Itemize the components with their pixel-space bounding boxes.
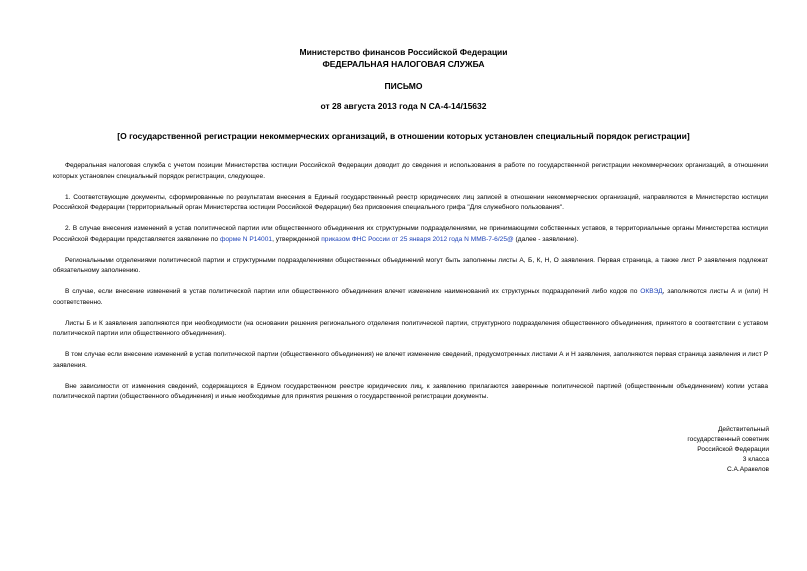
paragraph-2-text-b: , утвержденной (272, 235, 322, 243)
service-title: ФЕДЕРАЛЬНАЯ НАЛОГОВАЯ СЛУЖБА (322, 59, 485, 69)
document-subject: [О государственной регистрации некоммерческих организаций, в отношении которых установлен специальный порядок регистрации] (117, 131, 690, 141)
signature-name: С.А.Аракелов (726, 466, 769, 473)
paragraph-1: 1. Соответствующие документы, сформированные по результатам внесения в Единый государственный реестр юридических лиц записей в отношении некоммерческих организаций, направляются в Министерство юстиции Российской Федерации (территориальный орган Министерства юстиции Российской Федерации) без присвоения специального грифа "Для служебного пользования". (53, 193, 768, 211)
paragraph-attachments: Вне зависимости от изменения сведений, содержащихся в Едином государственном реестре юридических лиц, к заявлению прилагаются заверенные политической партией (общественным объединением) копии устава политической партии (общественного объединения) и иные необходимые для принятия решения о государственной регистрации документы. (53, 382, 768, 400)
ministry-title: Министерство финансов Российской Федерации (299, 47, 508, 57)
paragraph-okved (53, 287, 768, 308)
paragraph-2 (53, 224, 768, 245)
document-date-number: от 28 августа 2013 года N СА-4-14/15632 (320, 101, 487, 111)
signature-block (687, 425, 769, 475)
paragraph-2-text-c: (далее - заявление). (513, 235, 579, 243)
signature-line-2: государственный советник (687, 436, 769, 443)
paragraph-no-change: В том случае если внесение изменений в устав политической партии (общественного объединения) не влечет изменение сведений, предусмотренных листами А и Н заявления, заполняются первая страница заявления и лист Р заявления. (53, 351, 768, 369)
paragraph-2-text-a: 2. В случае внесения изменений в устав политической партии или общественного объединения их структурными подразделениями, не принимающими собственных уставов, в территориальные органы Министерства юстиции Российской Федерации представляется заявление по (53, 225, 768, 243)
signature-line-4: 3 класса (742, 456, 769, 463)
okved-link[interactable]: ОКВЭД (640, 288, 663, 295)
paragraph-sheets-bk: Листы Б и К заявления заполняются при необходимости (на основании решения регионального отделения политической партии, структурного подразделения общественного объединения, принятого в соответствии с уставом политической партии или общественного объединения). (53, 319, 768, 337)
paragraph-sheets: Региональными отделениями политической партии и структурными подразделениями общественных объединений могут быть заполнены листы А, Б, К, Н, О заявления. Первая страница, а также лист Р заявления подлежат обязательному заполнению. (53, 256, 768, 274)
document-type: ПИСЬМО (384, 81, 423, 91)
signature-line-3: Российской Федерации (697, 446, 769, 453)
fns-order-link[interactable]: приказом ФНС России от 25 января 2012 года N ММВ-7-6/25@ (321, 235, 514, 243)
paragraph-okved-text-b: , заполняются листы А и (или) Н соответственно. (53, 288, 768, 306)
paragraph-okved-text-a: В случае, если внесение изменений в устав политической партии или общественного объединения влечет изменение наименований их структурных подразделений либо кодов по (65, 288, 641, 295)
signature-line-1: Действительный (717, 426, 769, 433)
form-p14001-link[interactable]: форме N Р14001 (219, 235, 273, 243)
document-body (53, 161, 768, 413)
paragraph-intro: Федеральная налоговая служба с учетом позиции Министерства юстиции Российской Федерации доводит до сведения и использования в работе по государственной регистрации некоммерческих организаций, в отношении которых установлен специальный порядок регистрации, следующее. (53, 162, 768, 180)
